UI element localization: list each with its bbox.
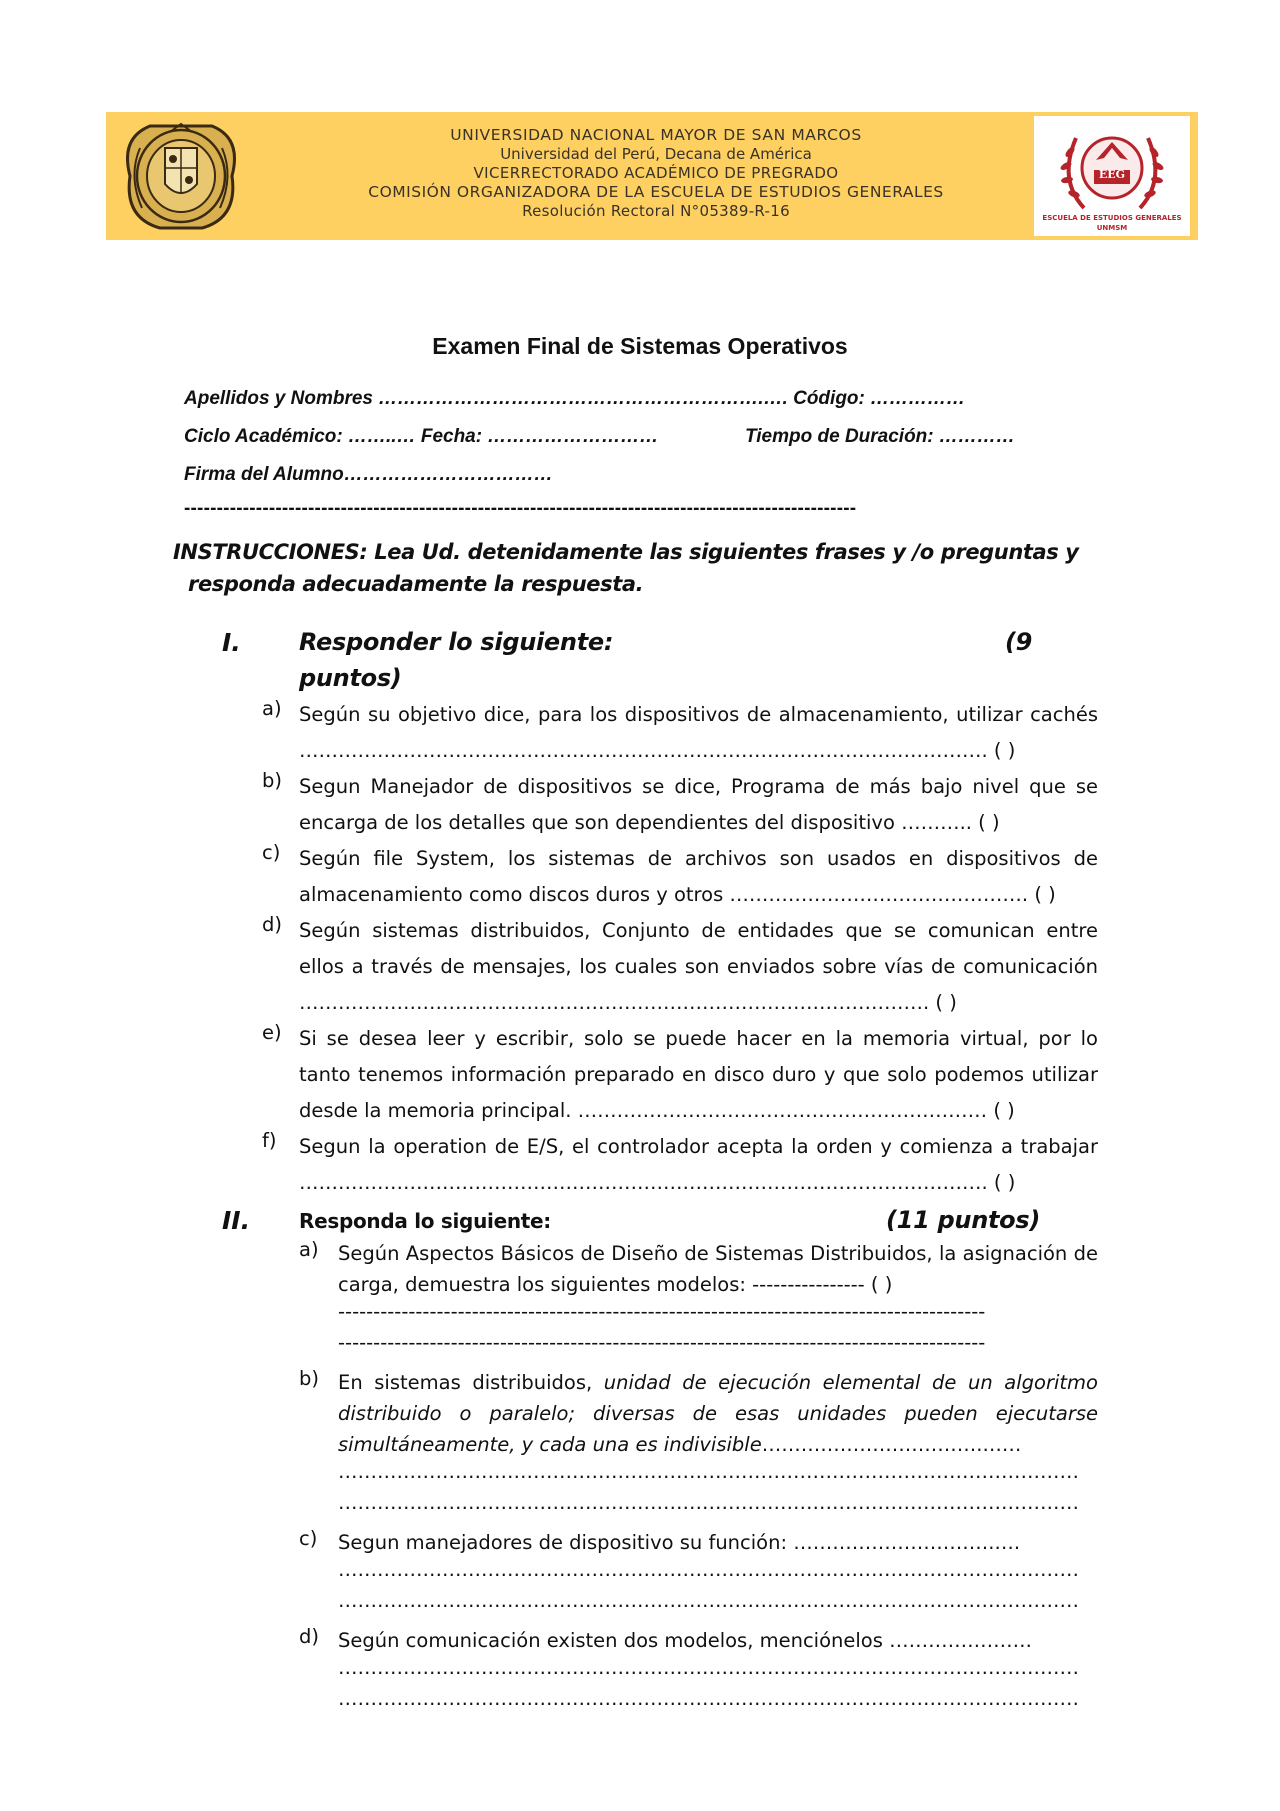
question-1b <box>262 769 1098 841</box>
section2-points: (11 puntos) <box>886 1206 1040 1234</box>
question-text: Según comunicación existen dos modelos, menciónelos …………………. <box>338 1629 1032 1652</box>
question-2d <box>299 1625 1098 1656</box>
instructions-line2: responda adecuadamente la respuesta. <box>188 572 644 596</box>
question-text: Segun Manejador de dispositivos se dice, Programa de más bajo nivel que se encarga de los detalles que son dependientes del dispositivo ……….. ( ) <box>299 775 1098 834</box>
field-ciclo-fecha: Ciclo Académico: ……..… Fecha: ……………………… <box>184 426 659 447</box>
answer-line: …………………………………………………………………………………………………… <box>338 1589 1079 1612</box>
eeg-caption-school: ESCUELA DE ESTUDIOS GENERALES <box>1042 214 1182 222</box>
header-resolucion: Resolución Rectoral N°05389-R-16 <box>522 202 790 220</box>
question-text: Según Aspectos Básicos de Diseño de Sistemas Distribuidos, la asignación de carga, demuestra los siguientes modelos: ---------------- ( ) <box>338 1242 1098 1296</box>
eeg-logo-text: EEG <box>1098 168 1126 181</box>
eeg-caption-unmsm: UNMSM <box>1096 224 1128 232</box>
question-label: b) <box>262 769 282 792</box>
question-text: Si se desea leer y escribir, solo se puede hacer en la memoria virtual, por lo tanto tenemos información preparado en disco duro y que solo podemos utilizar desde la memoria principal. ……………………………………………………… ( ) <box>299 1027 1098 1122</box>
answer-line: -------------------------------------------------------------------------------------------- <box>338 1300 986 1323</box>
section1-points-a: (9 <box>1005 628 1033 656</box>
question-text <box>338 1367 1098 1460</box>
header-banner <box>106 112 1198 240</box>
question-label: f) <box>262 1129 277 1152</box>
question-2a <box>299 1238 1098 1300</box>
section1-number: I. <box>222 628 241 657</box>
question-1e <box>262 1021 1098 1129</box>
field-firma: Firma del Alumno…………………………… <box>184 464 553 485</box>
header-motto: Universidad del Perú, Decana de América <box>500 145 812 163</box>
question-1a <box>262 697 1098 769</box>
question-label: b) <box>299 1367 319 1390</box>
question-label: a) <box>262 697 282 720</box>
question-label: c) <box>262 841 281 864</box>
eeg-logo-box <box>1034 116 1190 236</box>
question-text: Según file System, los sistemas de archivos son usados en dispositivos de almacenamiento como discos duros y otros ………………………………………. ( ) <box>299 847 1098 906</box>
question-label: c) <box>299 1527 318 1550</box>
separator-line: ------------------------------------------------------------------------------------------------------- <box>184 498 857 519</box>
header-vicerrectorado: VICERRECTORADO ACADÉMICO DE PREGRADO <box>473 164 839 182</box>
question-text: Según sistemas distribuidos, Conjunto de entidades que se comunican entre ellos a través de mensajes, los cuales son enviados sobre vías de comunicación ……………………………………………………………………………………. ( ) <box>299 919 1098 1014</box>
question-2b <box>299 1367 1098 1460</box>
section2-number: II. <box>222 1206 251 1235</box>
question-label: d) <box>262 913 282 936</box>
question-text-tail: …………………………….…… <box>761 1433 1022 1456</box>
question-label: d) <box>299 1625 319 1648</box>
question-1d <box>262 913 1098 1021</box>
instructions-line1: INSTRUCCIONES: Lea Ud. detenidamente las siguientes frases y /o preguntas y <box>173 540 1079 564</box>
field-name-code: Apellidos y Nombres …………………………………………………….…. Código: …………… <box>184 388 966 409</box>
section2-title: Responda lo siguiente: <box>299 1209 551 1233</box>
section1-points-b: puntos) <box>299 664 402 692</box>
header-comision: COMISIÓN ORGANIZADORA DE LA ESCUELA DE ESTUDIOS GENERALES <box>368 183 944 201</box>
answer-line: …………………………………………………………………………………………………… <box>338 1558 1079 1581</box>
university-seal-icon <box>120 118 242 234</box>
header-university-name: UNIVERSIDAD NACIONAL MAYOR DE SAN MARCOS <box>450 126 862 144</box>
question-label: a) <box>299 1238 319 1261</box>
answer-line: …………………………………………………………………………………………………… <box>338 1491 1079 1514</box>
question-text-italic: unidad de ejecución elemental de un algoritmo distribuido o paralelo; diversas de esas unidades pueden ejecutarse simultáneamente, y cada una es indivisible <box>338 1371 1098 1456</box>
answer-line: …………………………………………………………………………………………………… <box>338 1687 1079 1710</box>
question-label: e) <box>262 1021 282 1044</box>
question-1f <box>262 1129 1098 1201</box>
field-duracion: Tiempo de Duración: ………… <box>745 426 1015 447</box>
answer-line: …………………………………………………………………………………………………… <box>338 1460 1079 1483</box>
question-2c <box>299 1527 1098 1558</box>
question-text: Segun manejadores de dispositivo su función: ………………………….…. <box>338 1531 1021 1554</box>
question-text: Según su objetivo dice, para los dispositivos de almacenamiento, utilizar cachés ……………………………………………………………………………………………. ( ) <box>299 703 1098 762</box>
section1-title: Responder lo siguiente: <box>299 628 614 656</box>
exam-title: Examen Final de Sistemas Operativos <box>432 333 848 359</box>
question-text: Segun la operation de E/S, el controlador acepta la orden y comienza a trabajar ……………………………………………………………………………………………. ( ) <box>299 1135 1098 1194</box>
question-1c <box>262 841 1098 913</box>
answer-line: …………………………………………………………………………………………………… <box>338 1656 1079 1679</box>
question-text-plain: En sistemas distribuidos, <box>338 1371 604 1394</box>
answer-line: -------------------------------------------------------------------------------------------- <box>338 1331 986 1354</box>
